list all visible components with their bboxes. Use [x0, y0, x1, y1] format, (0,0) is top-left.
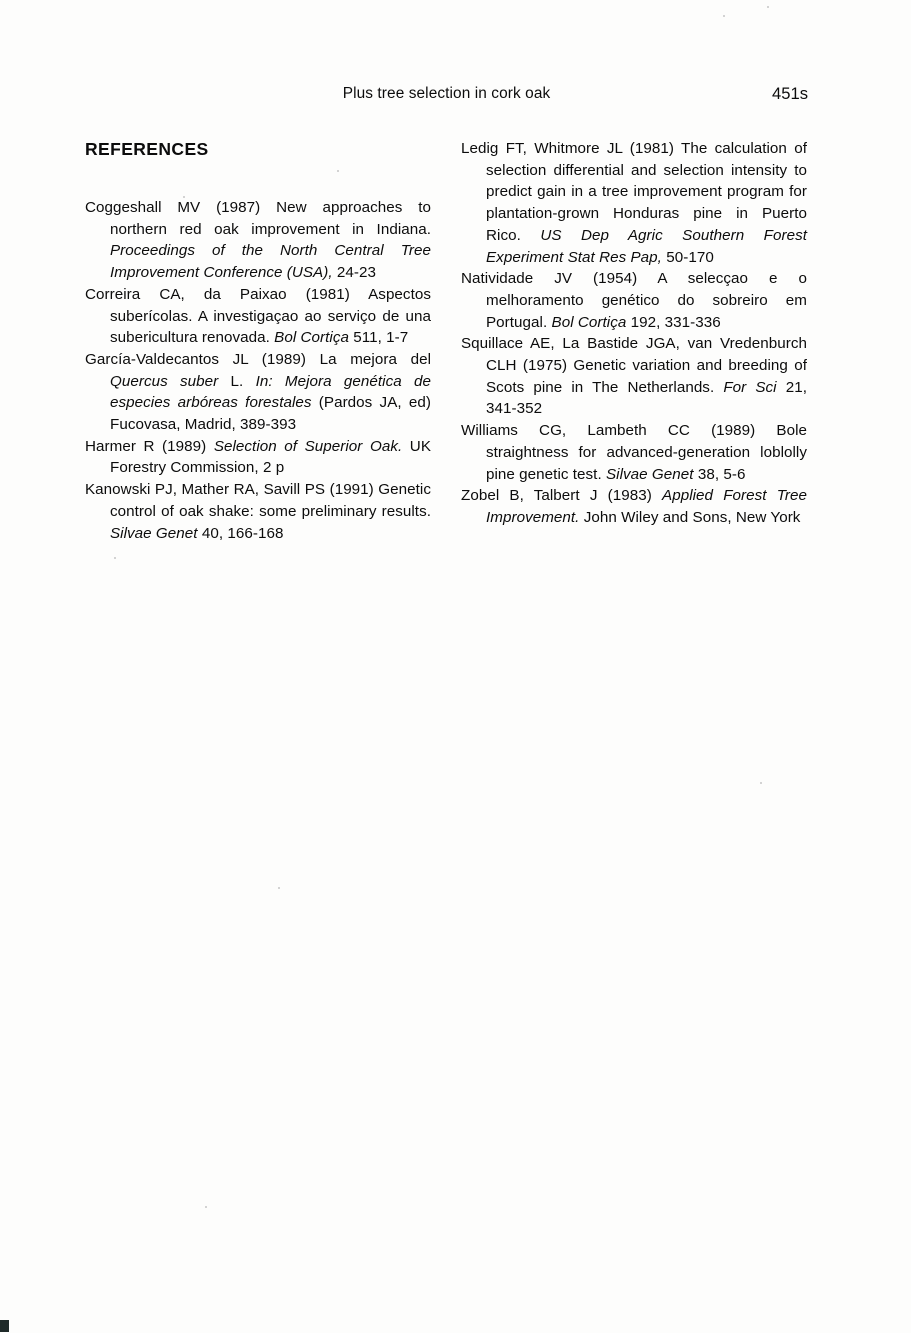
- reference-italic-text: For Sci: [723, 378, 777, 396]
- reference-text: Williams CG, Lambeth CC (1989) Bole straightness for advanced-generation loblolly pine genetic test.: [461, 422, 807, 483]
- reference-text: Coggeshall MV (1987) New approaches to northern red oak improvement in Indiana.: [85, 199, 431, 238]
- reference-italic-text: In: Mejora genética de especies arbóreas forestales: [110, 372, 431, 412]
- scan-speck: [205, 1206, 207, 1208]
- reference-italic-text: Proceedings of the North Central Tree Improvement Conference (USA),: [110, 242, 431, 282]
- reference-text: 24-23: [332, 264, 376, 282]
- reference-entry: [85, 284, 431, 349]
- reference-entry: [461, 333, 807, 420]
- page-header: [85, 82, 808, 106]
- reference-text: 40, 166-168: [197, 524, 284, 542]
- reference-text: 192, 331-336: [626, 313, 721, 331]
- reference-text: Kanowski PJ, Mather RA, Savill PS (1991) Genetic control of oak shake: some preliminary results.: [85, 481, 431, 520]
- reference-italic-text: Quercus suber: [110, 372, 219, 390]
- reference-text: 511, 1-7: [348, 329, 409, 347]
- reference-text: 21, 341-352: [486, 378, 807, 418]
- reference-text: (Pardos JA, ed) Fucovasa, Madrid, 389-393: [110, 394, 431, 434]
- reference-entry: [85, 197, 431, 284]
- page-number: 451s: [772, 84, 808, 103]
- reference-entry: [85, 349, 431, 436]
- reference-text: Zobel B, Talbert J (1983): [461, 487, 663, 505]
- reference-text: Correira CA, da Paixao (1981) Aspectos suberícolas. A investigaçao ao serviço de una subericultura renovada.: [85, 285, 431, 347]
- reference-italic-text: Bol Cortiça: [274, 329, 349, 347]
- reference-entry: [461, 485, 807, 528]
- scan-speck: [114, 557, 116, 559]
- scan-speck: [337, 170, 339, 172]
- reference-italic-text: Silvae Genet: [606, 465, 694, 483]
- reference-text: John Wiley and Sons, New York: [579, 508, 801, 526]
- references-column-right: [461, 138, 807, 544]
- reference-italic-text: Applied Forest Tree Improvement.: [486, 487, 807, 526]
- reference-entry: [85, 479, 431, 544]
- references-section: [85, 138, 808, 544]
- reference-entry: [461, 138, 807, 268]
- reference-text: Ledig FT, Whitmore JL (1981) The calculation of selection differential and selection intensity to predict gain in a tree improvement program for plantation-grown Honduras pine in Puerto Rico.: [461, 140, 807, 244]
- reference-text: 38, 5-6: [693, 465, 746, 483]
- references-heading: REFERENCES: [85, 139, 209, 159]
- reference-italic-text: Silvae Genet: [110, 524, 198, 542]
- reference-text: Harmer R (1989): [85, 437, 214, 455]
- reference-text: Natividade JV (1954) A selecçao e o melhoramento genético do sobreiro em Portugal.: [461, 270, 807, 331]
- reference-entry: [461, 420, 807, 485]
- scan-speck: [723, 15, 725, 17]
- running-head: Plus tree selection in cork oak: [342, 85, 551, 102]
- reference-entry: [461, 268, 807, 333]
- reference-entry: [85, 436, 431, 479]
- reference-text: UK Forestry Commission, 2 p: [110, 437, 431, 477]
- reference-text: 50-170: [661, 248, 714, 266]
- scan-speck: [760, 782, 762, 784]
- references-column-left: [85, 138, 431, 544]
- reference-text: L.: [218, 372, 256, 390]
- scan-speck: [278, 887, 280, 889]
- scan-speck: [767, 6, 769, 8]
- reference-italic-text: Selection of Superior Oak.: [213, 437, 403, 455]
- reference-text: Squillace AE, La Bastide JGA, van Vredenburch CLH (1975) Genetic variation and breeding of Scots pine in The Netherlands.: [461, 335, 807, 396]
- reference-list-left: [85, 197, 431, 544]
- reference-italic-text: Bol Cortiça: [551, 313, 627, 331]
- reference-list-right: [461, 138, 807, 529]
- scan-speck: [183, 196, 185, 198]
- reference-text: García-Valdecantos JL (1989) La mejora del: [85, 350, 431, 368]
- reference-italic-text: US Dep Agric Southern Forest Experiment Stat Res Pap,: [486, 226, 807, 266]
- scan-corner-artifact: [0, 1320, 9, 1332]
